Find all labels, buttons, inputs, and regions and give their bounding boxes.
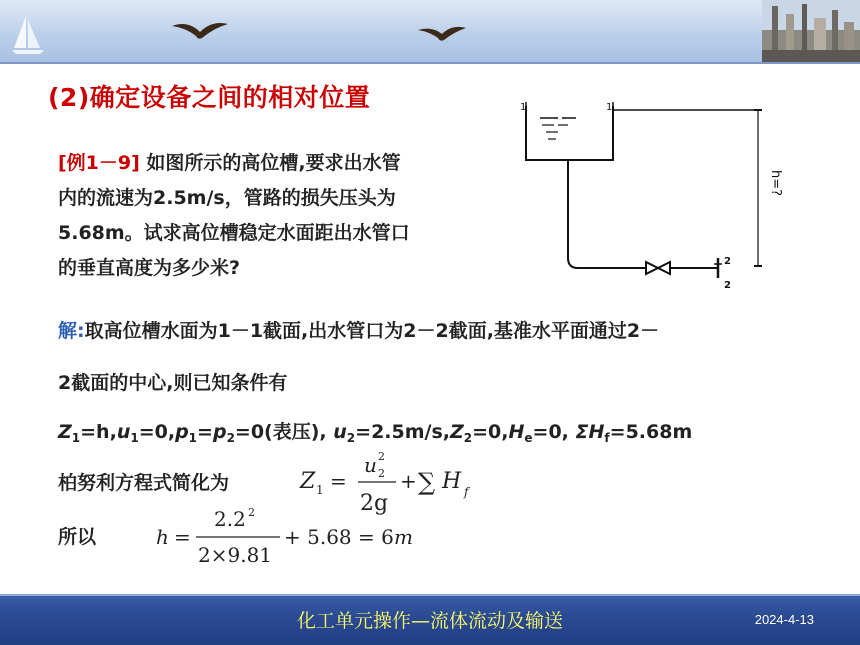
svg-text:h: h	[156, 525, 169, 549]
svg-text:2×9.81: 2×9.81	[198, 543, 273, 567]
header-banner	[0, 0, 860, 62]
svg-text:2: 2	[378, 450, 385, 463]
example-line-2: 内的流速为2.5m/s，管路的损失压头为	[58, 187, 396, 209]
svg-text:2.2: 2.2	[214, 507, 246, 531]
factory-image	[762, 0, 860, 62]
sailboat-icon	[8, 8, 48, 58]
section-2-bottom-label: 2	[724, 280, 731, 291]
header-divider	[0, 62, 860, 64]
svg-text:+ 5.68 = 6: + 5.68 = 6	[284, 525, 394, 549]
svg-text:u: u	[364, 453, 377, 477]
svg-text:+: +	[400, 469, 417, 493]
solution-line-2: 2截面的中心,则已知条件有	[58, 372, 288, 394]
known-conditions: $Z_1=h,u_1=0,p_1=p_2=0$(表压), $u_2=2.5m/s,Z_2=0,H_e=0$, $\Sigma H_f=5.68m$	[58, 421, 693, 445]
tank-outline	[526, 106, 613, 160]
bird-icon	[416, 22, 468, 48]
solution-tag: 解:	[58, 320, 85, 342]
svg-text:2: 2	[378, 467, 385, 480]
svg-text:=: =	[330, 469, 347, 493]
svg-text:∑: ∑	[418, 468, 436, 496]
bernoulli-label: 柏努利方程式简化为	[58, 472, 230, 494]
svg-text:=: =	[174, 525, 191, 549]
example-line-4: 的垂直高度为多少米?	[58, 257, 241, 279]
svg-text:2g: 2g	[360, 491, 389, 516]
bird-icon	[170, 18, 230, 48]
footer-date: 2024-4-13	[754, 612, 814, 627]
solution-line-1: 解:取高位槽水面为1－1截面,出水管口为2－2截面,基准水平面通过2－	[58, 320, 660, 342]
height-label: h=?	[768, 170, 783, 197]
svg-text:2: 2	[248, 506, 255, 519]
example-tag: [例1－9]	[58, 152, 140, 174]
slide-title: (2)确定设备之间的相对位置	[48, 83, 371, 112]
example-line-1: [例1－9] 如图所示的高位槽,要求出水管	[58, 152, 401, 174]
footer-title: 化工单元操作—流体流动及输送	[296, 610, 563, 632]
svg-text:m: m	[394, 525, 413, 549]
svg-text:Z: Z	[300, 469, 316, 494]
example-line-3: 5.68m。试求高位槽稳定水面距出水管口	[58, 222, 410, 244]
result-equation	[152, 504, 432, 570]
tank-diagram	[518, 98, 788, 298]
result-label: 所以	[58, 526, 97, 548]
section-1-right-label: 1	[606, 102, 613, 113]
svg-text:1: 1	[316, 483, 324, 497]
example-problem	[58, 146, 503, 286]
section-2-top-label: 2	[724, 256, 731, 267]
svg-text:f: f	[464, 485, 469, 499]
svg-text:H: H	[442, 469, 462, 494]
section-1-left-label: 1	[520, 102, 527, 113]
footer-divider	[0, 594, 860, 596]
